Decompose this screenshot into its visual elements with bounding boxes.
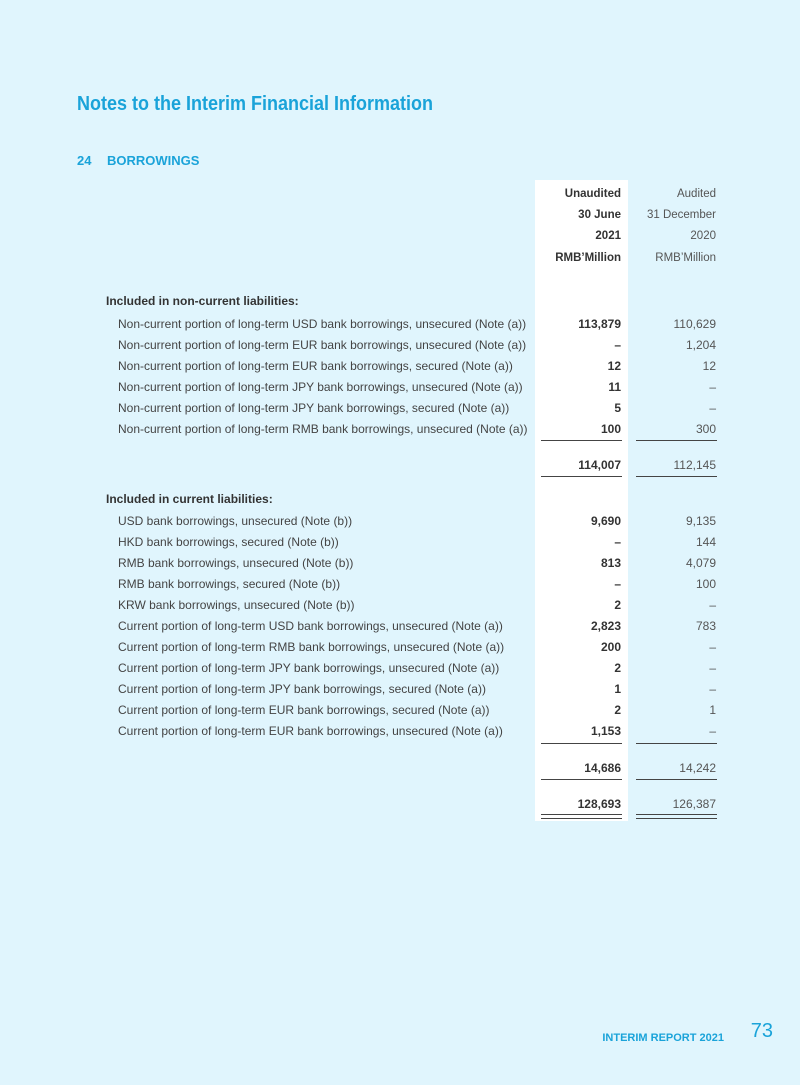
unaudited-value: 2 <box>614 661 621 675</box>
unaudited-subtotal: 114,007 <box>578 458 621 472</box>
audited-value: 1,204 <box>685 338 716 352</box>
table-row <box>0 377 800 397</box>
group-heading-label: Included in current liabilities: <box>106 492 273 506</box>
audited-value: – <box>709 598 716 612</box>
grand-total-double-rule <box>636 814 717 819</box>
row-label: HKD bank borrowings, secured (Note (b)) <box>118 535 339 549</box>
row-label: Non-current portion of long-term USD bank borrowings, unsecured (Note (a)) <box>118 317 527 331</box>
audited-value: – <box>709 401 716 415</box>
audited-value: 1 <box>709 703 716 717</box>
audited-value: – <box>709 640 716 654</box>
page-title: Notes to the Interim Financial Information <box>77 93 434 115</box>
audited-header: Audited <box>676 188 716 200</box>
audited-subtotal: 14,242 <box>679 761 716 775</box>
unaudited-value: 100 <box>600 422 621 436</box>
audited-value: 144 <box>695 535 716 549</box>
subtotal-underline <box>541 476 622 477</box>
audited-value: 9,135 <box>685 514 716 528</box>
audited-year: 2020 <box>690 230 716 242</box>
row-label: Current portion of long-term EUR bank borrowings, secured (Note (a)) <box>118 703 490 717</box>
page-footer <box>600 1020 780 1050</box>
unaudited-unit: RMB’Million <box>555 252 621 264</box>
table-row <box>0 658 800 678</box>
unaudited-value: – <box>614 535 621 549</box>
audited-value: 783 <box>695 619 716 633</box>
table-row <box>0 721 800 741</box>
table-row <box>0 616 800 636</box>
unaudited-value: 813 <box>600 556 621 570</box>
row-label: Non-current portion of long-term RMB bank borrowings, unsecured (Note (a)) <box>118 422 528 436</box>
audited-value: 12 <box>702 359 716 373</box>
group-heading-non-current <box>0 291 800 311</box>
audited-unit: RMB’Million <box>655 252 716 264</box>
subtotal-rule <box>541 743 622 744</box>
row-label: Current portion of long-term RMB bank borrowings, unsecured (Note (a)) <box>118 640 505 654</box>
unaudited-value: 11 <box>608 380 621 394</box>
section-title: BORROWINGS <box>107 153 200 168</box>
row-label: USD bank borrowings, unsecured (Note (b)) <box>118 514 353 528</box>
unaudited-value: 1,153 <box>590 724 621 738</box>
group-heading-current <box>0 489 800 509</box>
table-row <box>0 700 800 720</box>
unaudited-grand-total: 128,693 <box>577 797 621 811</box>
unaudited-value: 12 <box>607 359 621 373</box>
row-label: Non-current portion of long-term EUR bank borrowings, unsecured (Note (a)) <box>118 338 527 352</box>
unaudited-value: 1 <box>614 682 621 696</box>
subtotal-underline <box>541 779 622 780</box>
unaudited-value: – <box>614 338 621 352</box>
subtotal-rule <box>636 743 717 744</box>
column-header-row <box>0 205 800 225</box>
row-label: Non-current portion of long-term EUR bank borrowings, secured (Note (a)) <box>118 359 513 373</box>
unaudited-value: – <box>614 577 621 591</box>
audited-subtotal: 112,145 <box>673 458 716 472</box>
subtotal-row-current <box>0 758 800 778</box>
audited-value: – <box>709 724 716 738</box>
row-label: KRW bank borrowings, unsecured (Note (b)) <box>118 598 355 612</box>
table-row <box>0 553 800 573</box>
grand-total-row <box>0 794 800 814</box>
unaudited-header: Unaudited <box>564 188 621 200</box>
audited-value: 100 <box>695 577 716 591</box>
subtotal-row-non-current <box>0 455 800 475</box>
table-row <box>0 335 800 355</box>
unaudited-subtotal: 14,686 <box>584 761 621 775</box>
audited-value: – <box>709 682 716 696</box>
unaudited-value: 5 <box>614 401 621 415</box>
column-header-row <box>0 248 800 268</box>
table-row <box>0 356 800 376</box>
report-name: INTERIM REPORT 2021 <box>602 1032 724 1044</box>
subtotal-rule <box>541 440 622 441</box>
row-label: Non-current portion of long-term JPY bank borrowings, unsecured (Note (a)) <box>118 380 523 394</box>
subtotal-underline <box>636 779 717 780</box>
row-label: RMB bank borrowings, unsecured (Note (b)) <box>118 556 354 570</box>
section-number: 24 <box>77 153 92 168</box>
audited-value: 110,629 <box>673 317 716 331</box>
section-heading <box>77 153 199 168</box>
audited-date: 31 December <box>646 209 716 221</box>
unaudited-year: 2021 <box>595 230 621 242</box>
audited-value: 300 <box>695 422 716 436</box>
unaudited-value: 2,823 <box>590 619 621 633</box>
subtotal-underline <box>636 476 717 477</box>
column-header-row <box>0 226 800 246</box>
table-row <box>0 595 800 615</box>
table-row <box>0 532 800 552</box>
table-row <box>0 679 800 699</box>
audited-grand-total: 126,387 <box>672 797 716 811</box>
table-row <box>0 511 800 531</box>
grand-total-double-rule <box>541 814 622 819</box>
table-row <box>0 314 800 334</box>
table-row <box>0 574 800 594</box>
row-label: Current portion of long-term EUR bank borrowings, unsecured (Note (a)) <box>118 724 503 738</box>
table-row <box>0 419 800 439</box>
table-row <box>0 398 800 418</box>
audited-value: – <box>709 380 716 394</box>
column-header-row <box>0 184 800 204</box>
page-number: 73 <box>750 1020 773 1042</box>
row-label: Non-current portion of long-term JPY bank borrowings, secured (Note (a)) <box>118 401 510 415</box>
row-label: RMB bank borrowings, secured (Note (b)) <box>118 577 341 591</box>
row-label: Current portion of long-term USD bank borrowings, unsecured (Note (a)) <box>118 619 503 633</box>
unaudited-value: 2 <box>614 703 621 717</box>
table-row <box>0 637 800 657</box>
subtotal-rule <box>636 440 717 441</box>
unaudited-value: 9,690 <box>590 514 621 528</box>
row-label: Current portion of long-term JPY bank borrowings, secured (Note (a)) <box>118 682 486 696</box>
audited-value: – <box>709 661 716 675</box>
group-heading-label: Included in non-current liabilities: <box>106 294 299 308</box>
row-label: Current portion of long-term JPY bank borrowings, unsecured (Note (a)) <box>118 661 500 675</box>
unaudited-value: 113,879 <box>578 317 621 331</box>
unaudited-date: 30 June <box>578 209 621 221</box>
unaudited-value: 200 <box>600 640 621 654</box>
unaudited-value: 2 <box>614 598 621 612</box>
audited-value: 4,079 <box>685 556 716 570</box>
